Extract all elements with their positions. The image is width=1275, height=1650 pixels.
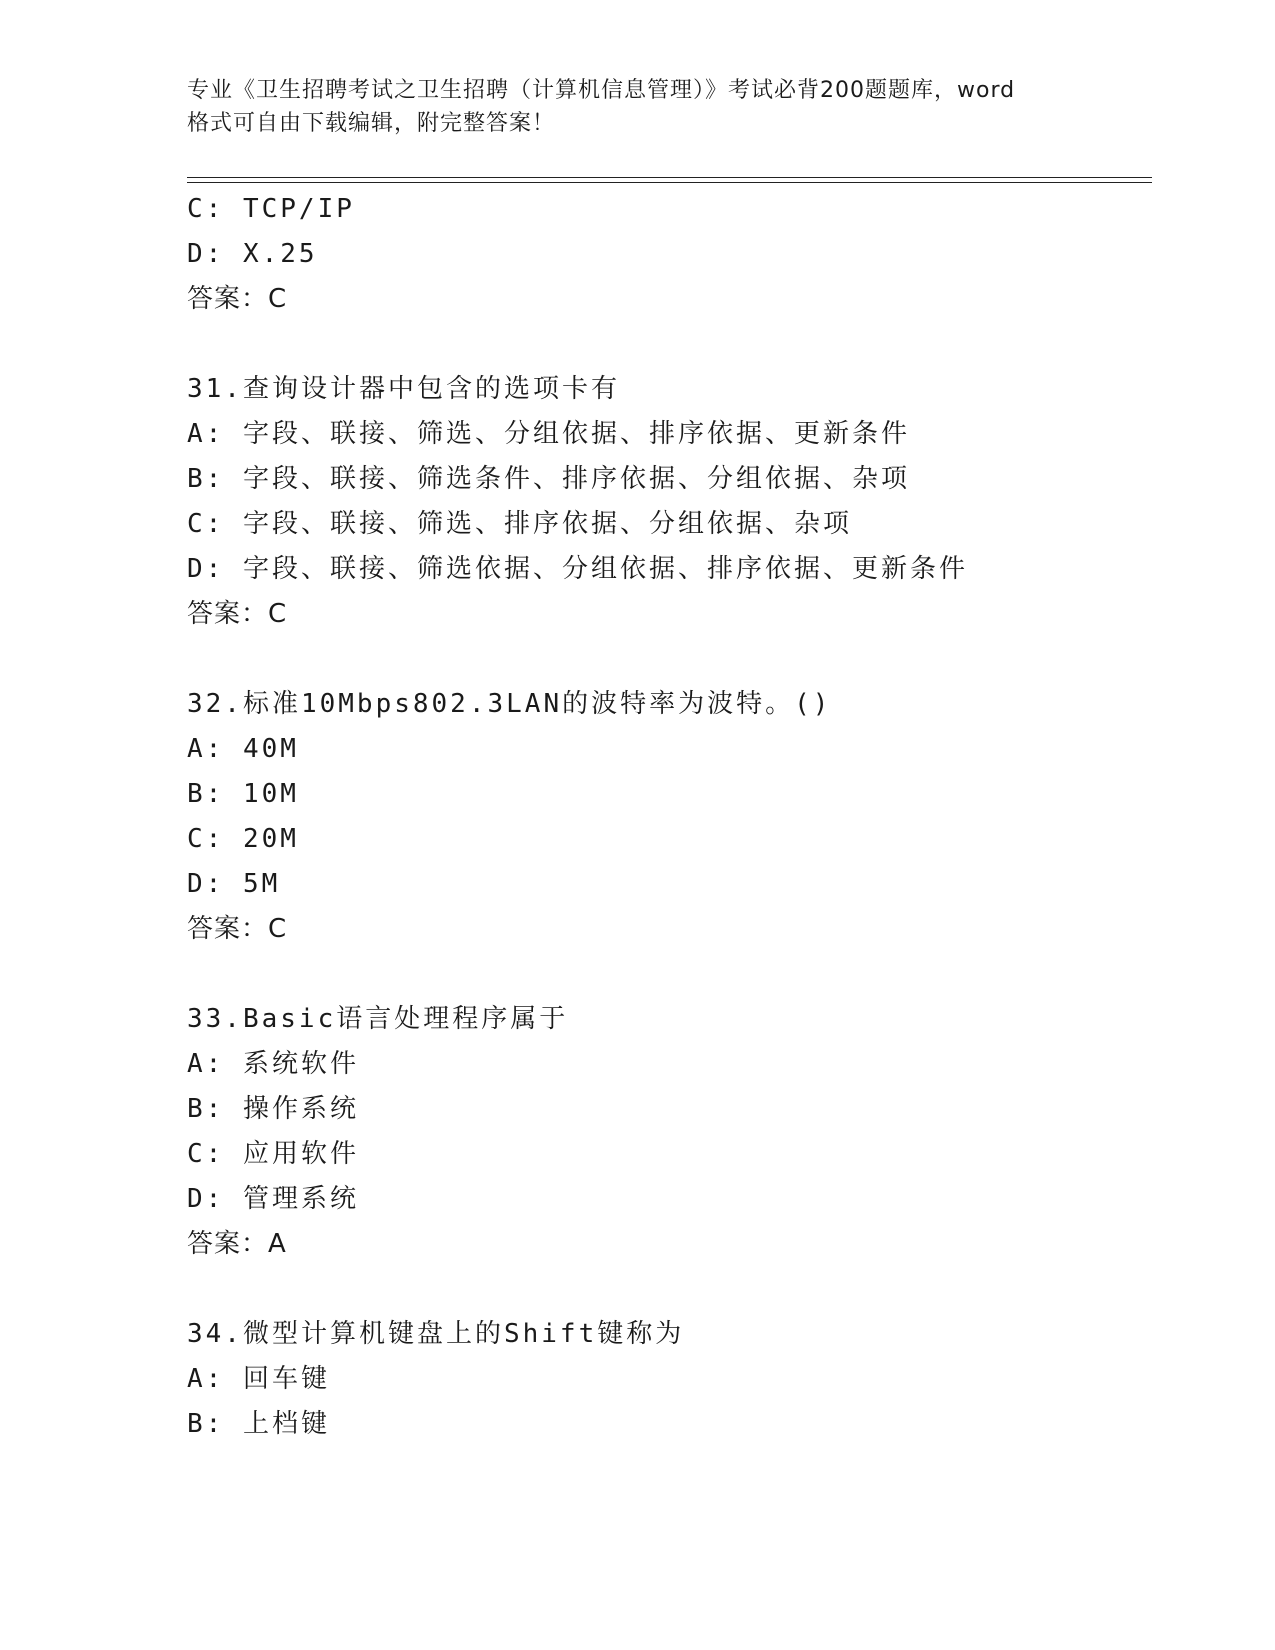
q34-stem: 34.微型计算机键盘上的Shift键称为	[187, 1319, 685, 1349]
header-title-line-1: 专业《卫生招聘考试之卫生招聘（计算机信息管理）》考试必背200题题库，word	[187, 78, 1016, 103]
q34-option-a: A: 回车键	[187, 1364, 330, 1394]
document-header	[187, 74, 1087, 140]
q31-stem: 31.查询设计器中包含的选项卡有	[187, 374, 620, 404]
q32-option-a: A: 40M	[187, 734, 299, 764]
q31-option-b: B: 字段、联接、筛选条件、排序依据、分组依据、杂项	[187, 464, 910, 494]
prev-question-option-d: D: X.25	[187, 239, 318, 269]
q34-option-b: B: 上档键	[187, 1409, 330, 1439]
header-divider-bottom	[187, 182, 1152, 183]
q32-stem: 32.标准10Mbps802.3LAN的波特率为波特。()	[187, 689, 832, 719]
q32-answer: 答案：C	[187, 914, 288, 944]
q31-option-a: A: 字段、联接、筛选、分组依据、排序依据、更新条件	[187, 419, 910, 449]
header-title-line-2: 格式可自由下载编辑，附完整答案！	[187, 111, 556, 136]
q31-answer: 答案：C	[187, 599, 288, 629]
q32-option-d: D: 5M	[187, 869, 281, 899]
prev-question-option-c: C: TCP/IP	[187, 194, 355, 224]
q32-option-b: B: 10M	[187, 779, 299, 809]
q33-option-c: C: 应用软件	[187, 1139, 359, 1169]
q33-option-a: A: 系统软件	[187, 1049, 359, 1079]
q31-option-d: D: 字段、联接、筛选依据、分组依据、排序依据、更新条件	[187, 554, 968, 584]
prev-question-answer: 答案：C	[187, 284, 288, 314]
q33-stem: 33.Basic语言处理程序属于	[187, 1004, 569, 1034]
header-divider-top	[187, 177, 1152, 178]
q33-option-d: D: 管理系统	[187, 1184, 359, 1214]
q31-option-c: C: 字段、联接、筛选、排序依据、分组依据、杂项	[187, 509, 852, 539]
q33-option-b: B: 操作系统	[187, 1094, 359, 1124]
q33-answer: 答案：A	[187, 1229, 287, 1259]
q32-option-c: C: 20M	[187, 824, 299, 854]
